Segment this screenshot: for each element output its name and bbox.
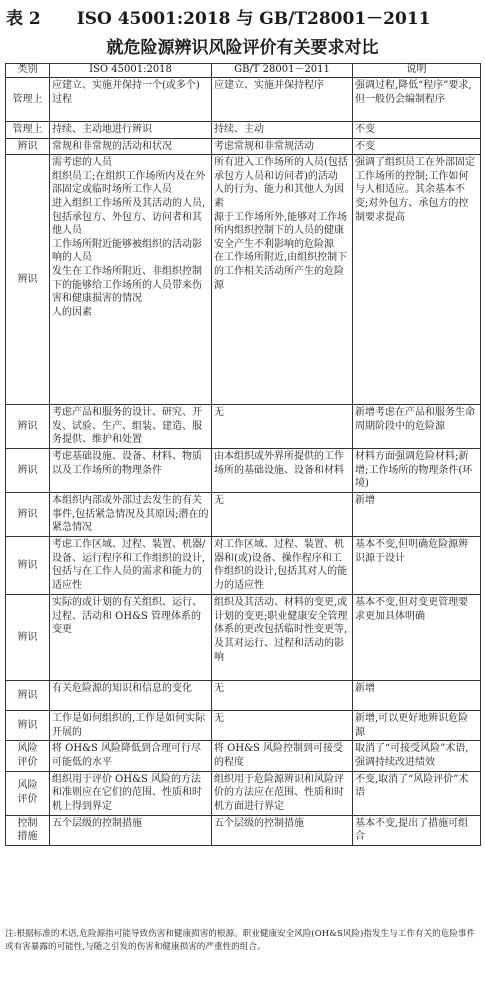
iso-cell: 持续、主动地进行辨识 bbox=[50, 122, 212, 139]
remark-cell: 强调了组织员工在外部固定工作场所的控制;工作如何与人相适应。其余基本不变;对外包方、承包方的控制要求提高 bbox=[353, 155, 481, 405]
table-row bbox=[6, 449, 481, 493]
gb-cell: 应建立、实施并保持程序 bbox=[212, 78, 353, 122]
remark-cell: 新增 bbox=[353, 681, 481, 711]
remark-cell: 材料方面强调危险材料;新增;工作场所的物理条件(环境) bbox=[353, 449, 481, 493]
gb-cell: 组织用于危险源辨识和风险评价的方法应在范围、性质和时机方面进行界定 bbox=[212, 771, 353, 815]
iso-cell: 将 OH&S 风险降低到合理可行尽可能低的水平 bbox=[50, 741, 212, 771]
iso-cell: 需考虑的人员 组织员工;在组织工作场所内及在外部固定或临时场所工作人员 进入组织工作场所及其活动的人员,包括承包方、外包方、访问者和其他人员 工作场所附近能够被组织的活动影响的人员 发生在工作场所附近、非组织控制下的能够给工作场所的人员带来伤害和健康损害的情况 人的因素 bbox=[50, 155, 212, 405]
category-cell: 风险 评价 bbox=[6, 741, 50, 771]
header-remarks: 说明 bbox=[353, 64, 481, 78]
remark-cell: 新增 bbox=[353, 493, 481, 537]
category-cell: 辨识 bbox=[6, 449, 50, 493]
gb-cell: 五个层级的控制措施 bbox=[212, 815, 353, 845]
category-cell: 管理上 bbox=[6, 78, 50, 122]
iso-cell: 常规和非常规的活动和状况 bbox=[50, 138, 212, 155]
header-category: 类别 bbox=[6, 64, 50, 78]
gb-cell: 无 bbox=[212, 405, 353, 449]
table-row bbox=[6, 122, 481, 139]
remark-cell: 基本不变,但对变更管理要求更加具体明确 bbox=[353, 595, 481, 681]
table-caption bbox=[0, 0, 485, 62]
category-cell: 辨识 bbox=[6, 711, 50, 741]
category-cell: 辨识 bbox=[6, 138, 50, 155]
gb-cell: 持续、主动 bbox=[212, 122, 353, 139]
table-row bbox=[6, 681, 481, 711]
table-row bbox=[6, 405, 481, 449]
iso-cell: 考虑工作区域、过程、装置、机器/设备、运行程序和工作组织的设计,包括与在工作人员的需求和能力的适应性 bbox=[50, 537, 212, 595]
table-row bbox=[6, 771, 481, 815]
table-row bbox=[6, 595, 481, 681]
gb-cell: 无 bbox=[212, 493, 353, 537]
table-row bbox=[6, 711, 481, 741]
table-row bbox=[6, 741, 481, 771]
remark-cell: 新增,可以更好地辨识危险源 bbox=[353, 711, 481, 741]
remark-cell: 新增考虑在产品和服务生命周期阶段中的危险源 bbox=[353, 405, 481, 449]
table-subtitle: 就危险源辨识风险评价有关要求对比 bbox=[106, 38, 379, 58]
category-cell: 辨识 bbox=[6, 537, 50, 595]
iso-cell: 有关危险源的知识和信息的变化 bbox=[50, 681, 212, 711]
category-cell: 辨识 bbox=[6, 595, 50, 681]
gb-cell: 对工作区域、过程、装置、机器和(或)设备、操作程序和工作组织的设计,包括其对人的能力的适应性 bbox=[212, 537, 353, 595]
table-row bbox=[6, 78, 481, 122]
header-iso45001: ISO 45001:2018 bbox=[50, 64, 212, 78]
iso-cell: 考虑产品和服务的设计、研究、开发、试验、生产、组装、建造、服务提供、维护和处置 bbox=[50, 405, 212, 449]
gb-cell: 无 bbox=[212, 711, 353, 741]
table-title: ISO 45001:2018 与 GB/T28001－2011 bbox=[76, 9, 431, 29]
remark-cell: 基本不变,但明确危险源辨识源于设计 bbox=[353, 537, 481, 595]
iso-cell: 五个层级的控制措施 bbox=[50, 815, 212, 845]
gb-cell: 组织及其活动、材料的变更,或计划的变更;职业健康安全管理体系的更改包括临时性变更等,及其对运行、过程和活动的影响 bbox=[212, 595, 353, 681]
category-cell: 控制 措施 bbox=[6, 815, 50, 845]
table-footnote: 注:根据标准的术语,危险源指可能导致伤害和健康损害的根源。职业健康安全风险(OH&S风险)指发生与工作有关的危险事件或有害暴露的可能性,与随之引发的伤害和健康损害的严重性的组合。 bbox=[5, 929, 476, 952]
category-cell: 辨识 bbox=[6, 155, 50, 405]
comparison-table bbox=[5, 63, 481, 846]
category-cell: 管理上 bbox=[6, 122, 50, 139]
iso-cell: 实际的或计划的有关组织、运行、过程、活动和 OH&S 管理体系的变更 bbox=[50, 595, 212, 681]
table-row bbox=[6, 138, 481, 155]
iso-cell: 组织用于评价 OH&S 风险的方法和准则应在它们的范围、性质和时机上得到界定 bbox=[50, 771, 212, 815]
remark-cell: 不变 bbox=[353, 122, 481, 139]
gb-cell: 考虑常规和非常规活动 bbox=[212, 138, 353, 155]
caption-line bbox=[6, 4, 430, 29]
gb-cell: 所有进入工作场所的人员(包括承包方人员和访问者)的活动 人的行为、能力和其他人为因素 源于工作场所外,能够对工作场所内组织控制下的人员的健康安全产生不利影响的危险源 在工作场所附近,由组织控制下的工作相关活动所产生的危险源 bbox=[212, 155, 353, 405]
table-row bbox=[6, 493, 481, 537]
category-cell: 辨识 bbox=[6, 681, 50, 711]
category-cell: 辨识 bbox=[6, 493, 50, 537]
remark-cell: 强调过程,降低“程序”要求,但一般仍会编制程序 bbox=[353, 78, 481, 122]
iso-cell: 本组织内部或外部过去发生的有关事件,包括紧急情况及其原因;潜在的紧急情况 bbox=[50, 493, 212, 537]
gb-cell: 由本组织或外界所提供的工作场所的基础设施、设备和材料 bbox=[212, 449, 353, 493]
remark-cell: 取消了“可接受风险”术语,强调持续改进绩效 bbox=[353, 741, 481, 771]
remark-cell: 不变 bbox=[353, 138, 481, 155]
remark-cell: 基本不变,提出了措施可组合 bbox=[353, 815, 481, 845]
category-cell: 辨识 bbox=[6, 405, 50, 449]
table-row bbox=[6, 537, 481, 595]
remark-cell: 不变,取消了“风险评价”术语 bbox=[353, 771, 481, 815]
category-cell: 风险 评价 bbox=[6, 771, 50, 815]
table-row bbox=[6, 155, 481, 405]
header-gbt28001: GB/T 28001－2011 bbox=[212, 64, 353, 78]
table-header-row bbox=[6, 64, 481, 78]
table-number: 表 2 bbox=[6, 9, 41, 29]
iso-cell: 应建立、实施并保持一个(或多个)过程 bbox=[50, 78, 212, 122]
table-row bbox=[6, 815, 481, 845]
iso-cell: 工作是如何组织的,工作是如何实际开展的 bbox=[50, 711, 212, 741]
gb-cell: 将 OH&S 风险控制到可接受的程度 bbox=[212, 741, 353, 771]
iso-cell: 考虑基础设施、设备、材料、物质以及工作场所的物理条件 bbox=[50, 449, 212, 493]
gb-cell: 无 bbox=[212, 681, 353, 711]
